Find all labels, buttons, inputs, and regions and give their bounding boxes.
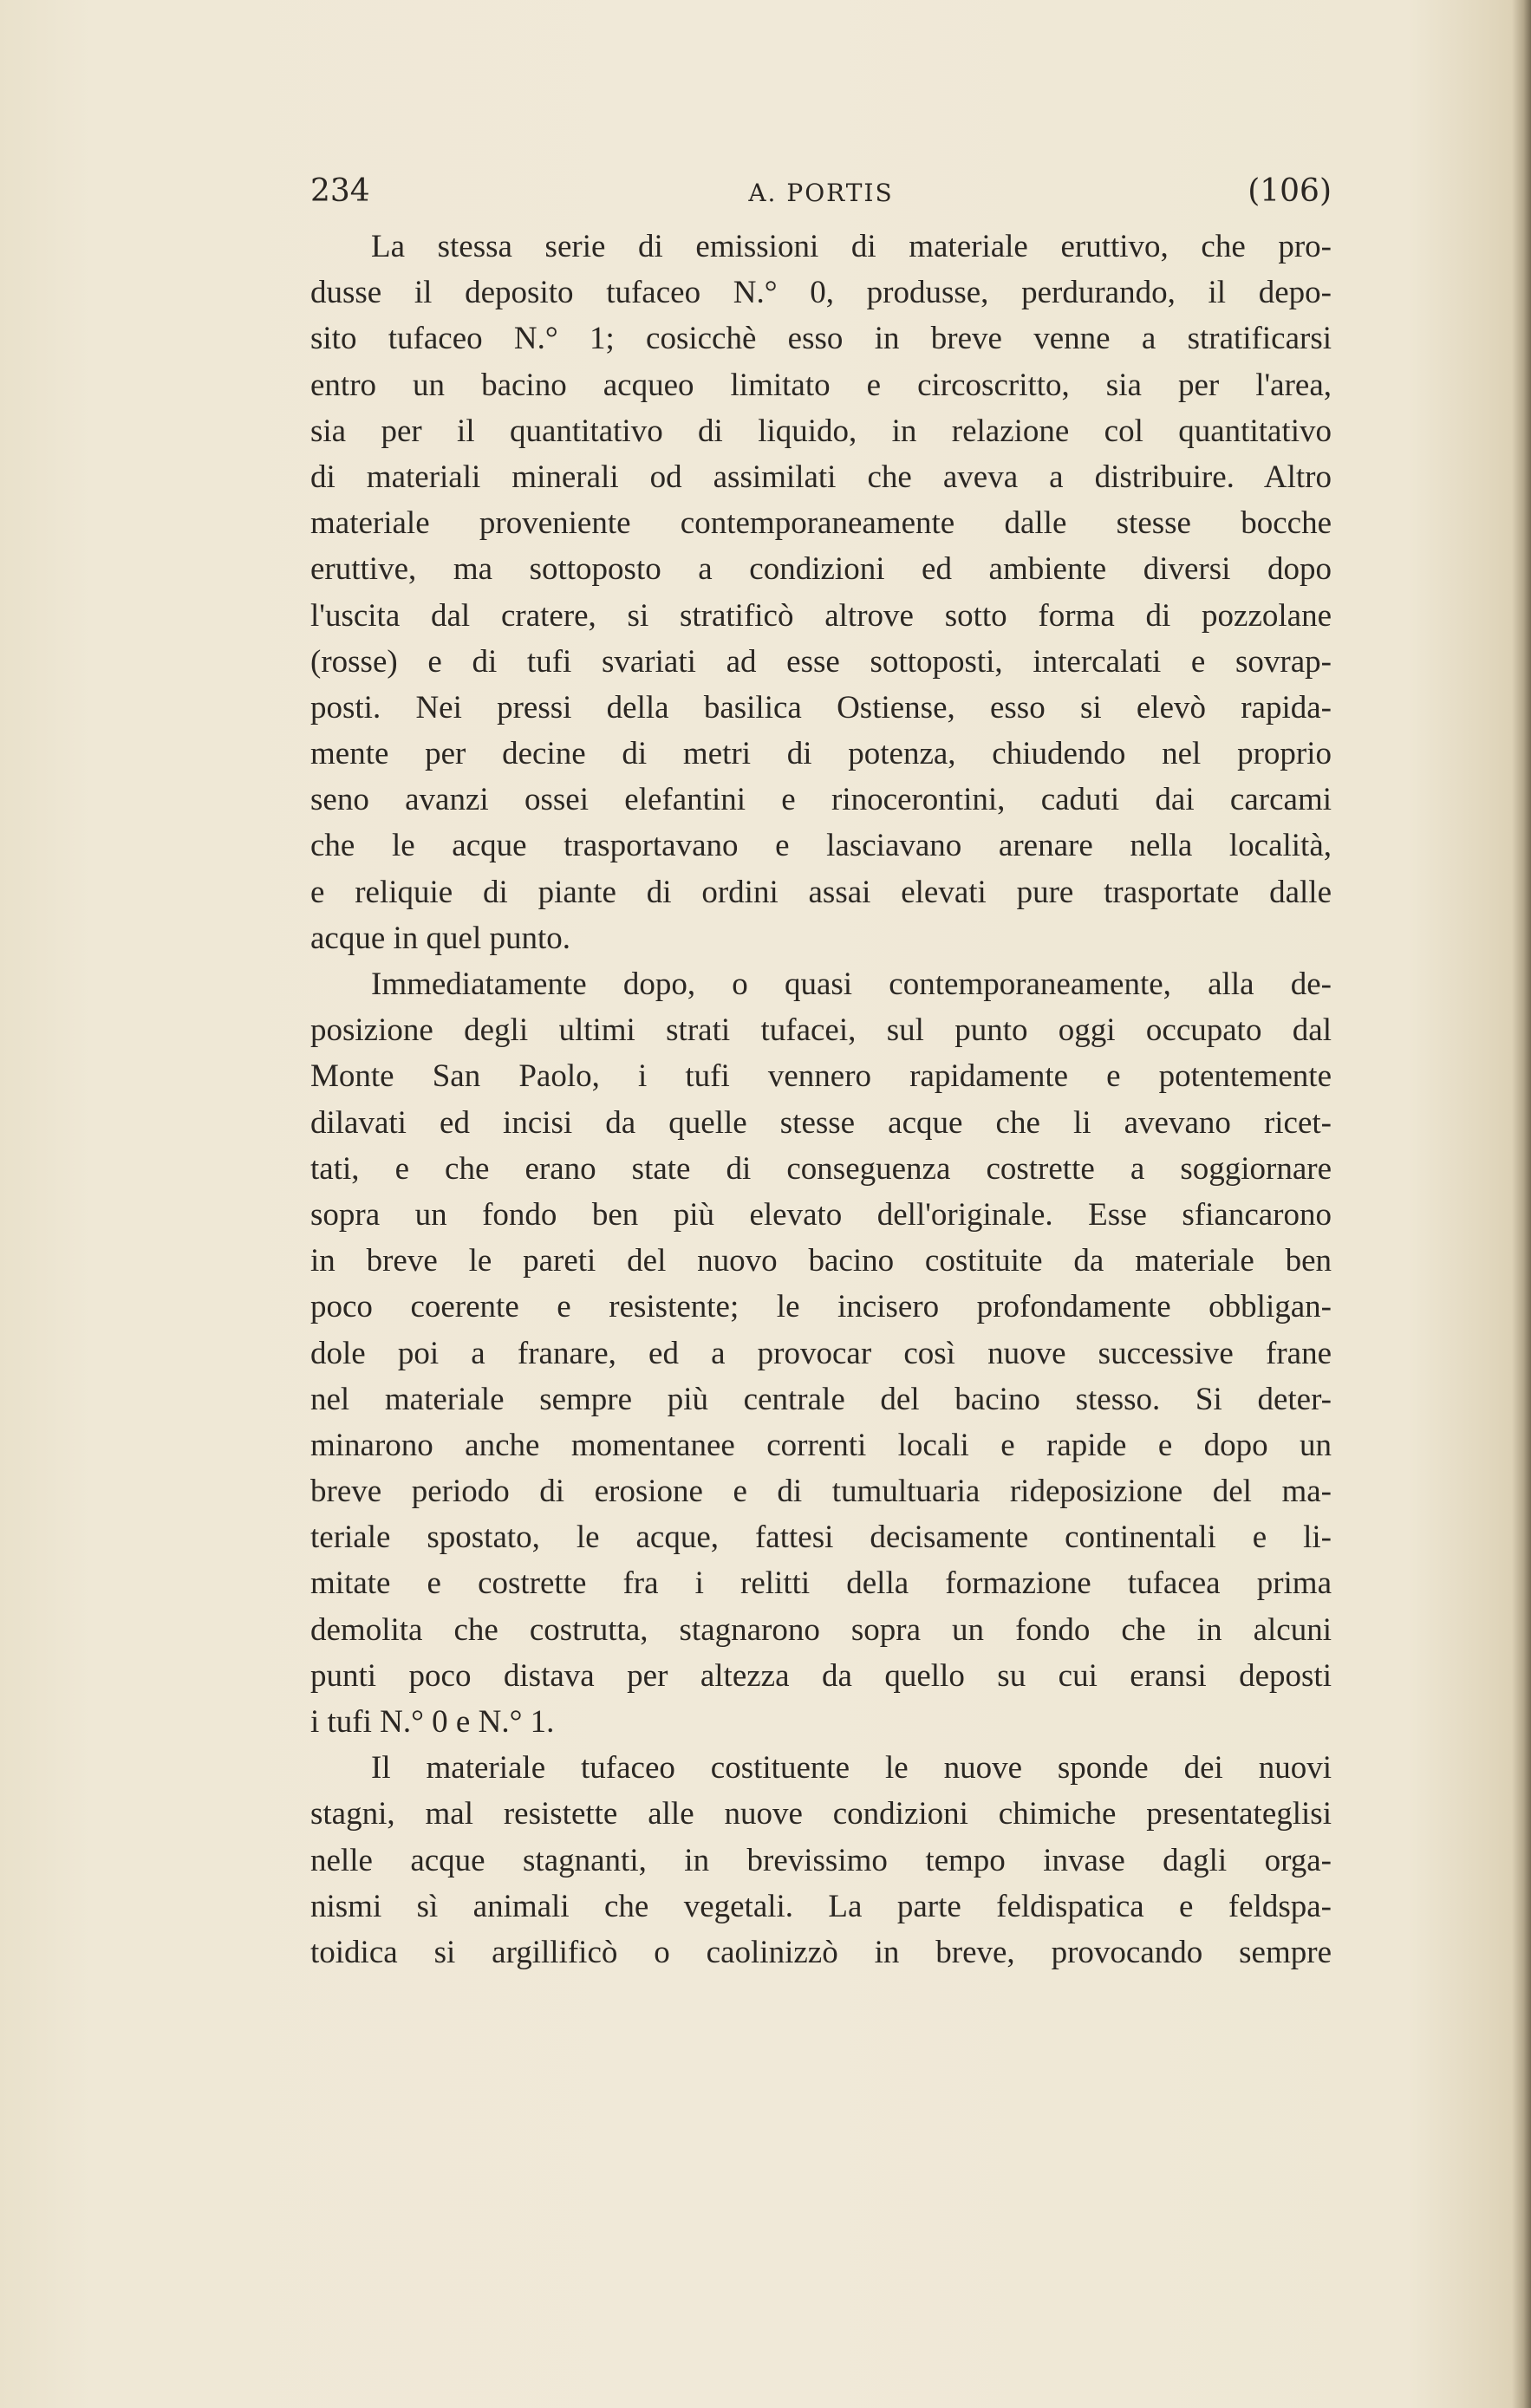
text-line: in breve le pareti del nuovo bacino costituite da materiale ben	[310, 1243, 1332, 1279]
body-text	[310, 224, 1332, 1975]
text-line: mitate e costrette fra i relitti della formazione tufacea prima	[310, 1565, 1332, 1602]
text-line: che le acque trasportavano e lasciavano arenare nella località,	[310, 828, 1332, 864]
text-line: dusse il deposito tufaceo N.° 0, produsse, perdurando, il depo-	[310, 275, 1332, 311]
text-line: posizione degli ultimi strati tufacei, sul punto oggi occupato dal	[310, 1012, 1332, 1049]
text-line: materiale proveniente contemporaneamente dalle stesse bocche	[310, 505, 1332, 542]
text-line: e reliquie di piante di ordini assai elevati pure trasportate dalle	[310, 874, 1332, 910]
text-line: acque in quel punto.	[310, 920, 571, 956]
text-line: Immediatamente dopo, o quasi contemporaneamente, alla de-	[371, 966, 1332, 1002]
running-head: A. PORTIS	[748, 179, 894, 207]
text-line: mente per decine di metri di potenza, chiudendo nel proprio	[310, 736, 1332, 772]
text-line: toidica si argillificò o caolinizzò in breve, provocando sempre	[310, 1934, 1332, 1970]
text-line: posti. Nei pressi della basilica Ostiense, esso si elevò rapida-	[310, 689, 1332, 726]
text-line: seno avanzi ossei elefantini e rinocerontini, caduti dai carcami	[310, 782, 1332, 818]
text-line: dilavati ed incisi da quelle stesse acque che li avevano ricet-	[310, 1104, 1332, 1141]
section-number: (106)	[1248, 173, 1332, 209]
page-number: 234	[310, 173, 370, 209]
page-edge-shadow	[1512, 0, 1531, 2408]
text-line: demolita che costrutta, stagnarono sopra un fondo che in alcuni	[310, 1611, 1332, 1648]
text-line: sito tufaceo N.° 1; cosicchè esso in breve venne a stratificarsi	[310, 321, 1332, 357]
text-line: poco coerente e resistente; le incisero profondamente obbligan-	[310, 1289, 1332, 1325]
text-line: nel materiale sempre più centrale del bacino stesso. Si deter-	[310, 1381, 1332, 1417]
text-line: nelle acque stagnanti, in brevissimo tempo invase dagli orga-	[310, 1842, 1332, 1878]
text-line: punti poco distava per altezza da quello su cui eransi deposti	[310, 1657, 1332, 1694]
text-line: dole poi a franare, ed a provocar così nuove successive frane	[310, 1335, 1332, 1371]
text-line: La stessa serie di emissioni di materiale eruttivo, che pro-	[371, 229, 1332, 264]
text-line: di materiali minerali od assimilati che aveva a distribuire. Altro	[310, 459, 1332, 495]
text-line: teriale spostato, le acque, fattesi decisamente continentali e li-	[310, 1520, 1332, 1556]
text-line: breve periodo di erosione e di tumultuaria rideposizione del ma-	[310, 1474, 1332, 1510]
text-line: minarono anche momentanee correnti locali e rapide e dopo un	[310, 1427, 1332, 1463]
text-line: (rosse) e di tufi svariati ad esse sottoposti, intercalati e sovrap-	[310, 643, 1332, 680]
text-line: i tufi N.° 0 e N.° 1.	[310, 1704, 555, 1740]
text-line: sia per il quantitativo di liquido, in relazione col quantitativo	[310, 413, 1332, 449]
text-line: tati, e che erano state di conseguenza costrette a soggiornare	[310, 1150, 1332, 1187]
text-line: Monte San Paolo, i tufi vennero rapidamente e potentemente	[310, 1058, 1332, 1095]
text-line: sopra un fondo ben più elevato dell'originale. Esse sfiancarono	[310, 1196, 1332, 1233]
text-line: stagni, mal resistette alle nuove condizioni chimiche presentateglisi	[310, 1796, 1332, 1832]
text-line: l'uscita dal cratere, si stratificò altrove sotto forma di pozzolane	[310, 597, 1332, 634]
text-line: nismi sì animali che vegetali. La parte feldispatica e feldspa-	[310, 1888, 1332, 1924]
text-line: Il materiale tufaceo costituente le nuove sponde dei nuovi	[371, 1750, 1332, 1786]
text-line: eruttive, ma sottoposto a condizioni ed ambiente diversi dopo	[310, 551, 1332, 588]
text-line: entro un bacino acqueo limitato e circoscritto, sia per l'area,	[310, 367, 1332, 403]
page-header	[310, 173, 1332, 225]
